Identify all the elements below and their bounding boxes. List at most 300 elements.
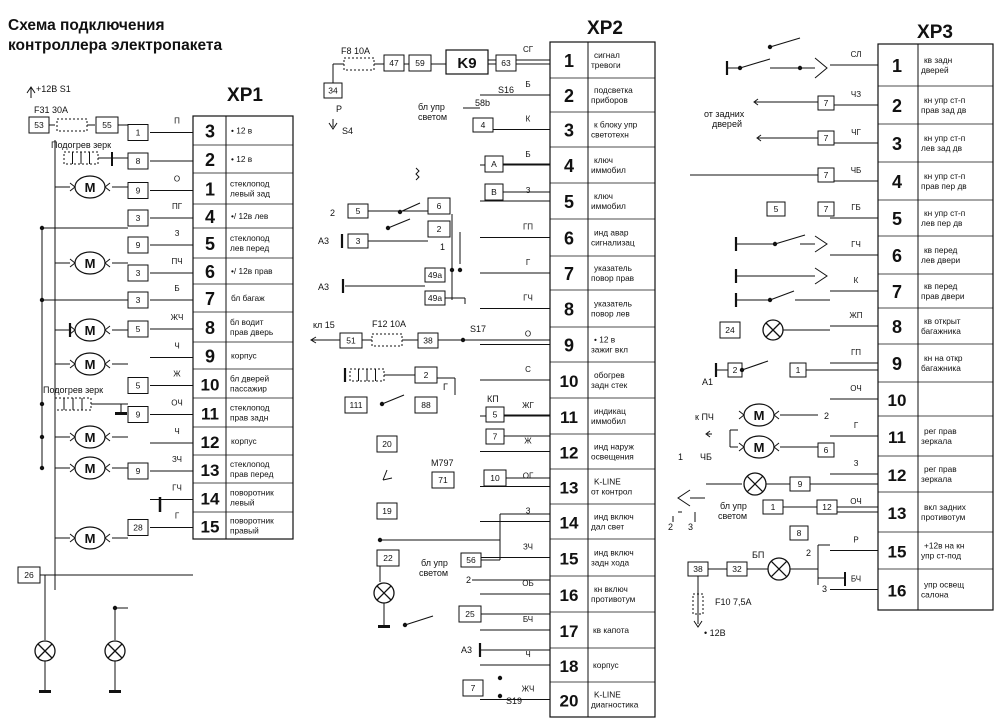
xp2-wire-code: Б <box>525 80 531 89</box>
switch-icon <box>773 235 805 246</box>
xp2-wire-code: О <box>524 329 532 339</box>
xp2-pin-label: сигнал <box>594 50 620 60</box>
xp3-pin-number: 5 <box>891 209 903 229</box>
xp2-wire-code: ОБ <box>522 579 534 588</box>
heater-icon <box>55 398 91 410</box>
motor-letter: M <box>84 180 96 195</box>
xp3-terminal-2e: 2 <box>668 522 674 532</box>
xp3-pin-label: лев двери <box>921 255 961 265</box>
switch-blade <box>742 361 768 370</box>
light-unit-label: бл упр <box>418 102 445 112</box>
xp2-box-19-text: 19 <box>382 506 392 517</box>
xp1-wire-box-text: 9 <box>135 185 141 196</box>
bp-label: БП <box>752 550 765 560</box>
xp2-wire-code: Ч <box>525 650 531 659</box>
lamp-icon <box>744 473 766 495</box>
xp2-pin-label: светотехн <box>591 129 629 140</box>
xp2-pin-label: указатель <box>594 263 632 273</box>
xp1-pin-number: 13 <box>200 461 220 480</box>
light-unit-label: бл упр <box>720 501 747 511</box>
switch-icon <box>403 616 433 627</box>
xp3-wire-code: ЖП <box>849 311 863 320</box>
kp-label: КП <box>487 394 499 404</box>
xp2-pin-label: к блоку упр <box>594 119 638 130</box>
switch-blade <box>405 616 433 625</box>
fuse-icon <box>372 334 402 346</box>
xp3-pin-label: кв перед <box>924 281 958 291</box>
light-unit-label: светом <box>718 511 748 521</box>
title-line-1: Схема подключения <box>8 17 165 34</box>
light-unit-label: светом <box>418 112 448 122</box>
switch-icon <box>386 219 410 230</box>
m797-label: M797 <box>431 458 454 468</box>
xp1-wire-box-text: 9 <box>135 466 141 477</box>
xp2-pin-label: иммобил <box>591 201 626 211</box>
xp3-wire-code: ЧЗ <box>850 90 862 99</box>
xp2-wire-code: ГП <box>522 222 534 232</box>
xp3-wire-code: ОЧ <box>850 497 862 506</box>
lamp-icon <box>768 558 790 580</box>
xp2-pin-label: корпус <box>593 660 619 670</box>
p12-label: • 12В <box>704 628 726 638</box>
s19-label: S19 <box>506 696 523 706</box>
arrow-icon <box>329 119 337 129</box>
xp2-wire-code: Ж <box>524 436 532 446</box>
switch-blade <box>388 219 410 228</box>
xp1-pin-number: 6 <box>204 262 216 282</box>
xp2-box-49a-text: 49а <box>427 270 443 281</box>
xp1-wire-box-text: 9 <box>135 240 141 251</box>
xp2-pin-label: ключ <box>594 155 613 165</box>
xp1-pin-label: бл дверей <box>230 373 270 384</box>
xp1-pin-label: правый <box>230 525 259 536</box>
connector-xp1 <box>18 84 293 693</box>
motor-letter: M <box>84 430 96 445</box>
arrow-icon <box>815 236 827 252</box>
xp1-pin-label: •/ 12в лев <box>231 211 269 221</box>
xp2-pin-number: 6 <box>563 228 575 249</box>
xp3-pin-label: прав пер дв <box>921 181 967 191</box>
motor-letter: M <box>753 440 765 455</box>
xp2-pin-label: инд включ <box>594 511 634 522</box>
kpch-label: к ПЧ <box>695 412 714 422</box>
xp2-box-22-text: 22 <box>383 553 393 564</box>
xp1-pin-number: 10 <box>200 375 220 395</box>
xp2-wire-code: ГЧ <box>523 293 533 303</box>
spring-icon <box>416 168 419 180</box>
xp2-pin-label: индикац <box>594 406 626 416</box>
junction-dot <box>498 676 502 680</box>
xp2-pin-label: тревоги <box>591 60 621 70</box>
xp1-wire-code: ПГ <box>171 202 183 211</box>
junction-dot <box>461 338 465 342</box>
xp2-pin-label: кн включ <box>594 584 628 594</box>
switch-blade <box>382 395 404 404</box>
xp2-pin-number: 3 <box>563 120 575 141</box>
xp3-wire-code: ГБ <box>851 203 861 212</box>
motor-letter: M <box>753 408 765 423</box>
xp3-wire-code: З <box>853 459 859 468</box>
junction-dot <box>398 210 402 214</box>
xp2-terminal-2s: 2 <box>466 575 472 585</box>
xp1-pin-number: 9 <box>204 346 216 367</box>
junction-dot <box>380 402 384 406</box>
heater-icon <box>64 152 98 164</box>
junction-dot <box>740 368 744 372</box>
xp1-pin-label: прав дверь <box>230 327 274 337</box>
xp3-pin-number: 9 <box>891 354 903 374</box>
lamp-icon <box>105 641 125 661</box>
xp1-wire-code: Ч <box>174 341 180 351</box>
xp1-pin-label: поворотник <box>230 515 274 526</box>
xp2-box-5-text: 5 <box>355 206 361 217</box>
xp3-pin-label: лев зад дв <box>921 143 962 153</box>
xp2-wire-code: ЖГ <box>522 401 534 410</box>
lamp-icon <box>763 320 783 340</box>
xp1-wire-code: Ч <box>174 427 180 436</box>
motor-icon <box>70 426 110 448</box>
kl15-label: кл 15 <box>313 320 335 330</box>
fuse-icon <box>57 119 87 131</box>
motor-icon <box>70 457 110 479</box>
switch-icon <box>738 59 770 70</box>
xp2-box-59-text: 59 <box>415 58 425 69</box>
xp3-pin-number: 6 <box>891 246 903 266</box>
xp3-pin-number: 2 <box>891 96 903 116</box>
arrow-icon <box>815 268 827 284</box>
fuse-label: F8 10A <box>341 46 371 56</box>
xp1-wire-code: Б <box>174 284 180 293</box>
lamp-icon <box>374 583 394 603</box>
xp1-pin-number: 11 <box>201 404 219 424</box>
xp1-wire-box-text: 3 <box>135 268 141 279</box>
xp3-pin-label: кв перед <box>924 245 958 255</box>
xp2-pin-number: 2 <box>563 86 575 106</box>
xp1-box-55-text: 55 <box>102 120 112 131</box>
motor-letter: M <box>84 256 96 271</box>
light-unit-label: бл упр <box>421 558 448 568</box>
xp1-pin-label: стеклопод <box>230 402 270 413</box>
xp2-pin-label: подсветка <box>594 85 633 95</box>
switch-icon <box>768 291 794 302</box>
xp1-box-53-text: 53 <box>34 120 44 131</box>
switch-blade <box>740 59 770 68</box>
xp2-box-34-text: 34 <box>328 85 338 96</box>
ground-icon <box>109 690 121 693</box>
xp1-wire-box-text: 9 <box>135 409 141 420</box>
xp1-pin-label: корпус <box>231 350 257 361</box>
s16-label: S16 <box>498 85 515 95</box>
xp2-box-51-text: 51 <box>346 335 356 346</box>
xp1-pin-label: корпус <box>231 436 257 446</box>
xp3-pin-number: 3 <box>891 134 903 154</box>
xp3-box-7b-text: 7 <box>823 133 829 144</box>
xp1-pin-label: левый зад <box>230 188 271 199</box>
xp2-box-20-text: 20 <box>382 439 392 450</box>
xp3-pin-number: 16 <box>887 581 907 601</box>
from-rear-label: дверей <box>712 119 742 129</box>
xp3-pin-number: 15 <box>887 542 907 562</box>
xp1-pin-label: лев перед <box>230 243 270 253</box>
a3-label: А3 <box>461 645 473 655</box>
motor-icon <box>70 527 110 549</box>
xp2-box-47-text: 47 <box>389 58 399 69</box>
xp2-pin-label: задн хода <box>591 557 630 568</box>
xp1-pin-label: прав перед <box>230 469 274 479</box>
heater-label: Подогрев зерк <box>51 140 112 150</box>
xp1-pin-number: 2 <box>204 150 216 170</box>
xp3-pin-label: прав зад дв <box>921 105 967 115</box>
a1-label: А1 <box>702 377 714 387</box>
xp3-box-7a-text: 7 <box>823 98 829 109</box>
xp1-wire-code: О <box>173 174 181 184</box>
ground-icon <box>39 690 51 693</box>
arrow-icon <box>27 87 35 98</box>
xp2-box-63-text: 63 <box>501 58 511 69</box>
xp2-pin-label: инд включ <box>594 547 634 558</box>
xp2-pin-number: 5 <box>563 192 575 212</box>
s17-label: S17 <box>470 324 487 334</box>
xp2-box-4-text: 4 <box>480 120 486 131</box>
ground-icon <box>115 412 127 415</box>
xp1-wire-box-text: 5 <box>135 380 141 391</box>
xp2-pin-number: 12 <box>559 443 579 463</box>
p-label: P <box>336 104 343 114</box>
xp1-box-26-text: 26 <box>24 570 34 581</box>
xp2-wire-code: ОГ <box>522 471 534 481</box>
xp2-pin-number: 1 <box>563 51 575 71</box>
motor-icon <box>70 176 110 198</box>
xp2-pin-label: указатель <box>594 298 632 309</box>
junction-dot <box>798 66 802 70</box>
connector-xp2 <box>311 18 655 717</box>
xp3-terminal-1: 1 <box>678 452 684 462</box>
xp2-wire-code: С <box>525 365 531 374</box>
xp2-box-88-text: 88 <box>421 400 431 411</box>
xp3-wire-code: Г <box>853 421 859 430</box>
motor-icon <box>739 404 779 426</box>
xp3-pin-label: кн на откр <box>924 353 963 363</box>
xp2-box-71-text: 71 <box>438 475 448 486</box>
xp2-pin-number: 14 <box>559 513 579 533</box>
arrow-icon <box>815 58 827 78</box>
xp3-terminal-3e: 3 <box>688 522 694 532</box>
xp3-box-2-text: 2 <box>732 365 738 376</box>
xp3-pin-number: 12 <box>887 466 907 485</box>
xp3-wire-code: ОЧ <box>850 384 862 393</box>
xp2-box-a-text: А <box>491 159 497 170</box>
xp3-pin-label: зеркала <box>921 436 952 446</box>
xp3-wire-code: ГЧ <box>851 240 861 249</box>
xp2-pin-label: от контрол <box>591 486 633 497</box>
xp3-header: XP3 <box>917 22 953 43</box>
junction-dot <box>40 435 44 439</box>
xp1-pin-number: 3 <box>204 121 216 142</box>
xp3-pin-label: багажника <box>921 326 961 336</box>
xp3-wire-code: ЧБ <box>850 166 862 175</box>
xp2-pin-number: 8 <box>563 299 575 320</box>
xp1-pin-label: стеклопод <box>230 459 270 469</box>
xp2-wire-code: СГ <box>522 45 534 54</box>
xp1-wire-code: З <box>174 229 180 238</box>
xp1-wire-code: ЖЧ <box>170 313 184 322</box>
relay-k9-label: K9 <box>457 55 477 72</box>
xp3-terminal-3f: 3 <box>822 584 828 594</box>
s4-label: S4 <box>342 126 354 136</box>
xp1-wire-code: Ж <box>173 369 181 379</box>
xp1-pin-label: поворотник <box>230 487 274 498</box>
xp1-pin-number: 15 <box>200 517 220 537</box>
junction-dot <box>768 298 772 302</box>
xp2-pin-number: 18 <box>559 657 579 676</box>
xp2-header: XP2 <box>587 18 623 39</box>
xp3-box-6-text: 6 <box>823 445 829 456</box>
xp3-terminal-2f: 2 <box>806 548 812 558</box>
ground-icon <box>378 625 390 628</box>
switch-blade <box>770 38 800 47</box>
wire-line <box>383 470 387 480</box>
xp2-pin-label: повор лев <box>591 308 630 319</box>
xp2-pin-label: диагностика <box>591 699 639 710</box>
xp3-pin-label: упр ст-под <box>921 550 962 561</box>
xp2-pin-label: дал свет <box>591 521 625 532</box>
xp3-box-7d-text: 7 <box>823 204 829 215</box>
xp2-pin-label: K-LINE <box>594 476 621 487</box>
xp3-box-9-text: 9 <box>797 479 803 490</box>
xp2-pin-label: сигнализац <box>591 237 635 248</box>
g-label: Г <box>443 382 448 392</box>
xp2-terminal-2: 2 <box>330 208 336 218</box>
xp2-pin-label: инд авар <box>594 227 629 238</box>
lamp-icon <box>35 641 55 661</box>
junction-dot <box>113 606 117 610</box>
xp2-pin-number: 10 <box>559 372 579 391</box>
xp3-wire-code: СЛ <box>850 50 862 59</box>
xp1-wire-box-text: 8 <box>135 156 141 167</box>
xp2-box-5k-text: 5 <box>492 409 498 420</box>
xp3-pin-label: багажника <box>921 363 961 373</box>
xp3-pin-label: противотум <box>921 512 966 522</box>
switch-icon <box>398 203 420 214</box>
terminal-58b: 58b <box>475 98 491 108</box>
fuse-label: F10 7,5А <box>715 597 752 607</box>
xp2-pin-label: обогрев <box>594 370 625 380</box>
switch-icon <box>740 361 768 372</box>
chb-label: ЧБ <box>700 452 712 462</box>
xp2-pin-number: 16 <box>559 586 579 605</box>
xp3-pin-label: вкл задних <box>924 502 966 512</box>
junction-dot <box>40 402 44 406</box>
heater-label: Подогрев зерк <box>43 385 104 395</box>
connector-xp3 <box>668 22 993 638</box>
xp3-pin-label: кн упр ст-п <box>924 171 966 181</box>
xp1-pin-label: бл багаж <box>231 293 265 303</box>
xp2-pin-label: • 12 в <box>594 334 616 345</box>
xp1-pin-number: 5 <box>204 234 216 254</box>
xp3-wire-code: БЧ <box>850 574 862 584</box>
xp2-pin-number: 17 <box>559 622 579 641</box>
xp1-wire-box-text: 5 <box>135 324 141 335</box>
xp2-box-6-text: 6 <box>436 201 442 212</box>
xp3-wire-code: Р <box>853 535 859 545</box>
xp2-pin-label: повор прав <box>591 273 635 283</box>
from-rear-label: от задних <box>704 109 745 119</box>
xp3-pin-label: упр освещ <box>924 579 965 590</box>
xp1-pin-label: бл водит <box>230 317 264 327</box>
power-label: +12В S1 <box>36 84 71 94</box>
switch-blade <box>770 291 794 300</box>
xp2-box-56-text: 56 <box>466 555 476 566</box>
arrow-icon <box>706 431 712 437</box>
xp2-pin-label: иммобил <box>591 416 626 426</box>
xp2-pin-number: 20 <box>559 691 579 711</box>
junction-dot <box>738 66 742 70</box>
xp2-pin-number: 15 <box>559 549 579 569</box>
xp3-pin-number: 13 <box>887 504 907 523</box>
xp2-wire-code: К <box>525 114 531 124</box>
xp3-pin-number: 4 <box>891 172 903 192</box>
xp1-wire-code: ПЧ <box>171 257 183 266</box>
xp1-pin-label: прав задн <box>230 412 269 423</box>
arrow-icon <box>694 618 702 627</box>
xp3-pin-label: дверей <box>921 65 949 75</box>
xp2-wire-code: З <box>525 186 531 195</box>
xp3-pin-label: зеркала <box>921 474 952 484</box>
xp2-pin-label: K-LINE <box>594 689 621 700</box>
xp2-box-10-text: 10 <box>490 473 500 484</box>
motor-letter: M <box>84 531 96 546</box>
xp3-box-1-text: 1 <box>795 365 801 376</box>
xp2-pin-label: освещения <box>591 451 634 462</box>
junction-dot <box>773 242 777 246</box>
xp2-box-3-text: 3 <box>355 236 361 247</box>
motor-icon <box>70 353 110 375</box>
xp3-pin-label: кн упр ст-п <box>924 208 966 218</box>
light-unit-label: светом <box>419 568 449 578</box>
switch-blade <box>775 235 805 244</box>
xp1-pin-label: • 12 в <box>231 125 253 136</box>
switch-icon <box>380 395 404 406</box>
xp3-pin-label: рег прав <box>924 426 957 436</box>
motor-letter: M <box>84 461 96 476</box>
fuse-label: F12 10A <box>372 319 407 329</box>
arrow-icon <box>757 135 763 141</box>
xp2-wire-code: ЖЧ <box>521 684 535 694</box>
xp3-pin-number: 8 <box>891 317 903 337</box>
xp2-box-7k-text: 7 <box>492 431 498 442</box>
xp2-box-25-text: 25 <box>465 609 475 620</box>
xp2-wire-code: БЧ <box>522 615 534 624</box>
junction-dot <box>386 226 390 230</box>
xp2-pin-label: иммобил <box>591 165 626 175</box>
xp2-wire-code: ЗЧ <box>523 542 533 552</box>
xp1-wire-box-text: 3 <box>135 213 141 224</box>
xp3-box-7c-text: 7 <box>823 170 829 181</box>
xp1-wire-code: Г <box>174 511 180 521</box>
motor-letter: M <box>84 357 96 372</box>
xp2-box-49a-2-text: 49а <box>427 293 443 304</box>
xp3-pin-label: салона <box>921 589 949 600</box>
xp1-pin-label: левый <box>230 497 255 508</box>
xp1-pin-label: •/ 12в прав <box>231 266 273 276</box>
junction-dot <box>768 45 772 49</box>
xp1-wire-code: П <box>174 116 180 126</box>
a3-label: А3 <box>318 282 330 292</box>
xp3-box-32-text: 32 <box>732 564 742 575</box>
xp2-box-7-text: 7 <box>470 683 476 694</box>
xp2-box-2r-text: 2 <box>436 224 442 235</box>
xp3-box-1c-text: 1 <box>770 502 776 513</box>
